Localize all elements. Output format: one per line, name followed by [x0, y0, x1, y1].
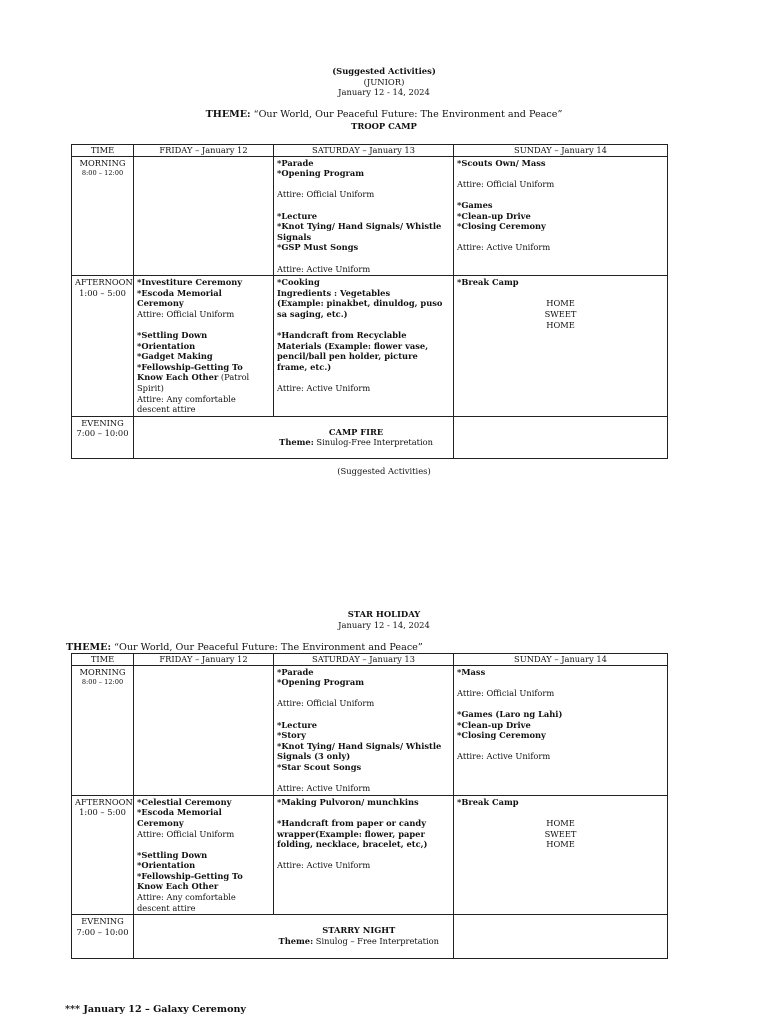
morning-time-cell: [72, 156, 134, 276]
activity-item: *Fellowship-Getting To Know Each Other: [137, 870, 243, 892]
afternoon-label: AFTERNOON: [75, 277, 133, 288]
fellowship-note: (Patrol Spirit): [137, 372, 250, 394]
activity-item: *GSP Must Songs: [277, 242, 359, 253]
afternoon-row: [72, 276, 668, 417]
section1-theme: [0, 109, 768, 120]
home-text: HOME: [546, 817, 575, 828]
morning-row: [72, 156, 668, 276]
attire-note: Attire: Official Uniform: [137, 308, 235, 319]
activity-item: (Example: pinakbet, dinuldog, puso sa saging, etc.): [277, 298, 443, 319]
evening-row: [72, 915, 668, 959]
suggested-activities-note: (Suggested Activities): [337, 466, 431, 476]
morning-label: MORNING: [79, 157, 126, 168]
attire-note: Attire: Any comfortable descent attire: [137, 892, 236, 913]
activity-item: *Opening Program: [277, 677, 365, 688]
activity-item: *Handcraft from paper or candy wrapper(Example: flower, paper folding, necklace, bracelet, etc,): [277, 817, 428, 850]
home-text: SWEET: [544, 308, 577, 319]
section2-dates: January 12 - 14, 2024: [338, 620, 430, 630]
activity-item: *Clean-up Drive: [457, 719, 531, 730]
activity-item: *Making Pulvoron/ munchkins: [277, 796, 419, 807]
sunday-afternoon-cell: [454, 276, 668, 417]
attire-note: Attire: Official Uniform: [137, 828, 235, 839]
schedule-table-troop-camp: [71, 144, 668, 459]
camp-name: TROOP CAMP: [351, 121, 417, 131]
activity-item: *Break Camp: [457, 796, 519, 807]
friday-afternoon-cell: [134, 795, 274, 915]
activity-item: *Knot Tying/ Hand Signals/ Whistle Signals: [277, 221, 442, 242]
activity-item: *Knot Tying/ Hand Signals/ Whistle Signals (3 only): [277, 740, 442, 762]
attire-note: Attire: Active Uniform: [277, 860, 371, 871]
attire-note: Attire: Active Uniform: [457, 751, 551, 762]
header-row: [72, 145, 668, 157]
afternoon-label: AFTERNOON: [75, 796, 133, 807]
sunday-evening-cell: [454, 915, 668, 959]
theme-label: THEME:: [205, 109, 251, 120]
evening-event: [279, 925, 439, 946]
afternoon-time: 1:00 – 5:00: [79, 807, 126, 818]
attire-note: Attire: Active Uniform: [277, 383, 371, 394]
attire-note: Attire: Official Uniform: [457, 178, 555, 189]
evening-row: [72, 416, 668, 458]
home-text: SWEET: [544, 828, 577, 839]
section1-header: [0, 66, 768, 98]
attire-note: Attire: Active Uniform: [277, 783, 371, 794]
activity-item: Ingredients : Vegetables: [277, 287, 391, 298]
attire-note: Attire: Active Uniform: [457, 242, 551, 253]
attire-note: Attire: Active Uniform: [277, 263, 371, 274]
evening-theme: [279, 936, 439, 947]
col-sunday: SUNDAY – January 14: [454, 145, 668, 157]
morning-time: 8:00 – 12:00: [81, 169, 124, 178]
saturday-afternoon-cell: [274, 276, 454, 417]
theme-text: “Our World, Our Peaceful Future: The Environment and Peace”: [250, 109, 563, 120]
col-friday: FRIDAY – January 12: [134, 654, 274, 666]
sunday-morning-cell: [454, 665, 668, 795]
activity-item: *Celestial Ceremony: [137, 796, 232, 807]
saturday-morning-cell: [274, 156, 454, 276]
theme-label: Theme:: [278, 935, 314, 946]
sunday-evening-cell: [454, 416, 668, 458]
evening-time-cell: [72, 915, 134, 959]
activity-item: *Star Scout Songs: [277, 761, 362, 772]
theme-text: “Our World, Our Peaceful Future: The Environment and Peace”: [111, 642, 423, 653]
afternoon-time: 1:00 – 5:00: [79, 287, 126, 298]
evening-event: [279, 427, 433, 448]
col-saturday: SATURDAY – January 13: [274, 654, 454, 666]
morning-row: [72, 665, 668, 795]
galaxy-ceremony-note: *** January 12 – Galaxy Ceremony: [65, 1004, 247, 1015]
activity-item: *Story: [277, 730, 306, 741]
theme-label: Theme:: [279, 437, 314, 448]
evening-label: EVENING: [81, 417, 124, 428]
activity-item: *Escoda Memorial Ceremony: [137, 807, 222, 828]
saturday-morning-cell: [274, 665, 454, 795]
activity-item: *Handcraft from Recyclable Materials (Example: flower vase, pencil/ball pen holder, picture frame, etc.): [277, 330, 429, 372]
activity-item: *Games: [457, 199, 493, 210]
activity-item: *Closing Ceremony: [457, 221, 546, 232]
friday-morning-cell: [134, 156, 274, 276]
morning-time-cell: [72, 665, 134, 795]
evening-label: EVENING: [81, 916, 124, 927]
theme-label: THEME:: [66, 642, 111, 653]
level-label: (JUNIOR): [363, 76, 405, 87]
activity-item: *Parade: [277, 666, 314, 677]
friday-morning-cell: [134, 665, 274, 795]
fellowship-label: *Fellowship-Getting To Know Each Other: [137, 361, 243, 383]
camp-fire-label: CAMP FIRE: [328, 426, 384, 437]
activity-item: *Mass: [457, 666, 486, 677]
afternoon-time-cell: [72, 795, 134, 915]
evening-theme: [279, 437, 433, 448]
activity-item: *Closing Ceremony: [457, 730, 546, 741]
attire-note: Attire: Official Uniform: [457, 687, 555, 698]
col-friday: FRIDAY – January 12: [134, 145, 274, 157]
dates-label: January 12 - 14, 2024: [338, 87, 430, 97]
activity-item: *Lecture: [277, 210, 318, 221]
home-text: HOME: [546, 839, 575, 850]
starry-night-label: STARRY NIGHT: [322, 925, 396, 936]
activity-item: *Orientation: [137, 860, 196, 871]
activity-item: *Escoda Memorial Ceremony: [137, 287, 222, 309]
theme-text: Sinulog-Free Interpretation: [313, 437, 433, 448]
evening-time: 7:00 – 10:00: [76, 428, 129, 439]
activity-item: *Settling Down: [137, 330, 208, 341]
section2-theme: [66, 642, 423, 653]
star-holiday-title: STAR HOLIDAY: [347, 609, 421, 619]
col-saturday: SATURDAY – January 13: [274, 145, 454, 157]
activity-item: *Clean-up Drive: [457, 210, 531, 221]
home-text: HOME: [546, 319, 575, 330]
activity-item: [137, 362, 270, 394]
schedule-table-star-holiday: [71, 653, 668, 959]
evening-event-cell: [134, 915, 454, 959]
saturday-afternoon-cell: [274, 795, 454, 915]
activity-item: *Cooking: [277, 277, 320, 288]
sunday-afternoon-cell: [454, 795, 668, 915]
col-time: TIME: [72, 145, 134, 157]
attire-note: Attire: Official Uniform: [277, 189, 375, 200]
attire-note: Attire: Official Uniform: [277, 698, 375, 709]
header-row: [72, 654, 668, 666]
col-sunday: SUNDAY – January 14: [454, 654, 668, 666]
afternoon-row: [72, 795, 668, 915]
home-text: HOME: [546, 298, 575, 309]
activity-item: *Investiture Ceremony: [137, 277, 243, 288]
friday-afternoon-cell: [134, 276, 274, 417]
activity-item: *Gadget Making: [137, 351, 213, 362]
morning-time: 8:00 – 12:00: [81, 678, 124, 687]
evening-time-cell: [72, 416, 134, 458]
activity-item: *Orientation: [137, 340, 196, 351]
activity-item: *Opening Program: [277, 168, 365, 179]
activity-item: *Games (Laro ng Lahi): [457, 708, 563, 719]
activity-item: *Parade: [277, 157, 314, 168]
evening-event-cell: [134, 416, 454, 458]
activity-item: *Scouts Own/ Mass: [457, 157, 546, 168]
attire-note: Attire: Any comfortable descent attire: [137, 393, 236, 415]
activity-item: *Break Camp: [457, 277, 519, 288]
activity-item: *Settling Down: [137, 849, 208, 860]
col-time: TIME: [72, 654, 134, 666]
afternoon-time-cell: [72, 276, 134, 417]
morning-label: MORNING: [79, 666, 126, 677]
evening-time: 7:00 – 10:00: [76, 926, 129, 937]
theme-text: Sinulog – Free Interpretation: [313, 935, 439, 946]
activity-item: *Lecture: [277, 719, 318, 730]
suggested-activities-title: (Suggested Activities): [332, 66, 436, 76]
sunday-morning-cell: [454, 156, 668, 276]
